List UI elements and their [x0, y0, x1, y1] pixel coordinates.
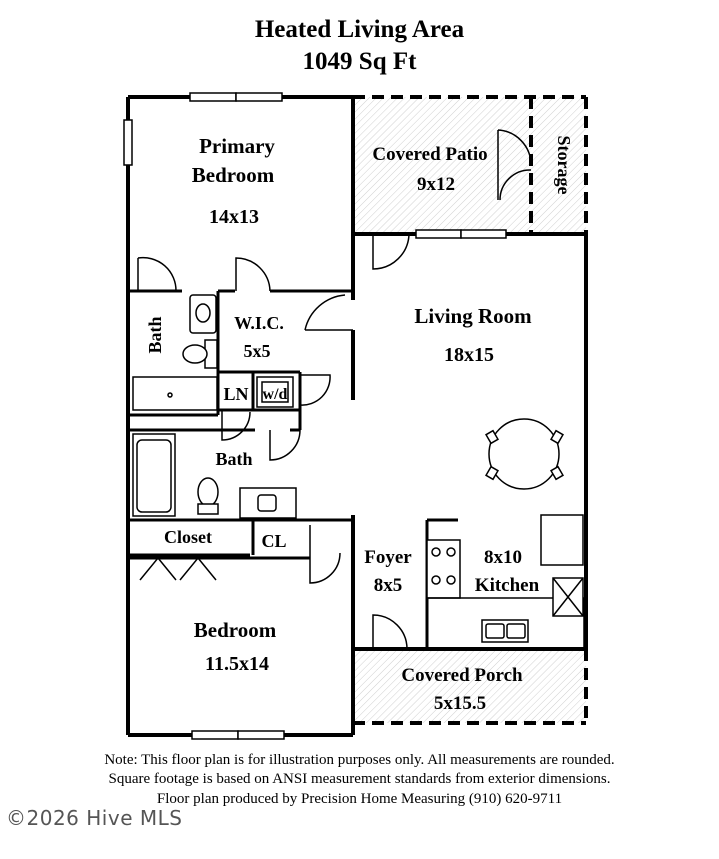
dining-table	[489, 419, 559, 489]
title-line-1: Heated Living Area	[254, 16, 465, 43]
linen-label: LN	[223, 384, 249, 404]
living-room-size: 18x15	[444, 344, 494, 366]
note-line-2: Square footage is based on ANSI measurement standards from exterior dimensions.	[108, 771, 611, 787]
bedroom-size: 11.5x14	[205, 653, 269, 675]
note-line-3: Floor plan produced by Precision Home Measuring (910) 620-9711	[156, 791, 563, 807]
refrigerator	[541, 515, 583, 565]
foyer-size: 8x5	[373, 575, 403, 596]
primary-bath-label: Bath	[145, 316, 165, 354]
primary-bedroom-label-2: Bedroom	[191, 163, 275, 187]
patio-area	[353, 97, 586, 234]
kitchen-label: Kitchen	[474, 575, 540, 596]
interior-walls	[128, 291, 458, 649]
watermark: ©2026 Hive MLS	[6, 806, 183, 830]
wic-size: 5x5	[243, 341, 271, 361]
storage-label: Storage	[554, 135, 574, 195]
cl-label: CL	[261, 531, 287, 551]
bath2-toilet	[198, 478, 218, 506]
primary-bedroom-size: 14x13	[209, 206, 259, 228]
bedroom-label: Bedroom	[193, 618, 277, 642]
covered-patio-label: Covered Patio	[372, 144, 488, 165]
primary-bedroom-label-1: Primary	[199, 134, 275, 158]
washer-dryer-label: w/d	[262, 386, 288, 403]
living-room-label: Living Room	[414, 304, 532, 328]
covered-porch-label: Covered Porch	[401, 665, 523, 686]
shower	[133, 377, 217, 410]
stove	[427, 540, 460, 598]
bath2-label: Bath	[215, 449, 253, 469]
note-line-1: Note: This floor plan is for illustration purposes only. All measurements are rounded.	[104, 752, 615, 768]
covered-porch-size: 5x15.5	[433, 693, 487, 714]
wic-label: W.I.C.	[234, 313, 284, 333]
foyer-label: Foyer	[364, 547, 412, 568]
closet-label: Closet	[164, 527, 212, 547]
kitchen-size: 8x10	[484, 547, 522, 568]
covered-patio-size: 9x12	[417, 174, 455, 195]
title-line-2: 1049 Sq Ft	[302, 48, 417, 75]
